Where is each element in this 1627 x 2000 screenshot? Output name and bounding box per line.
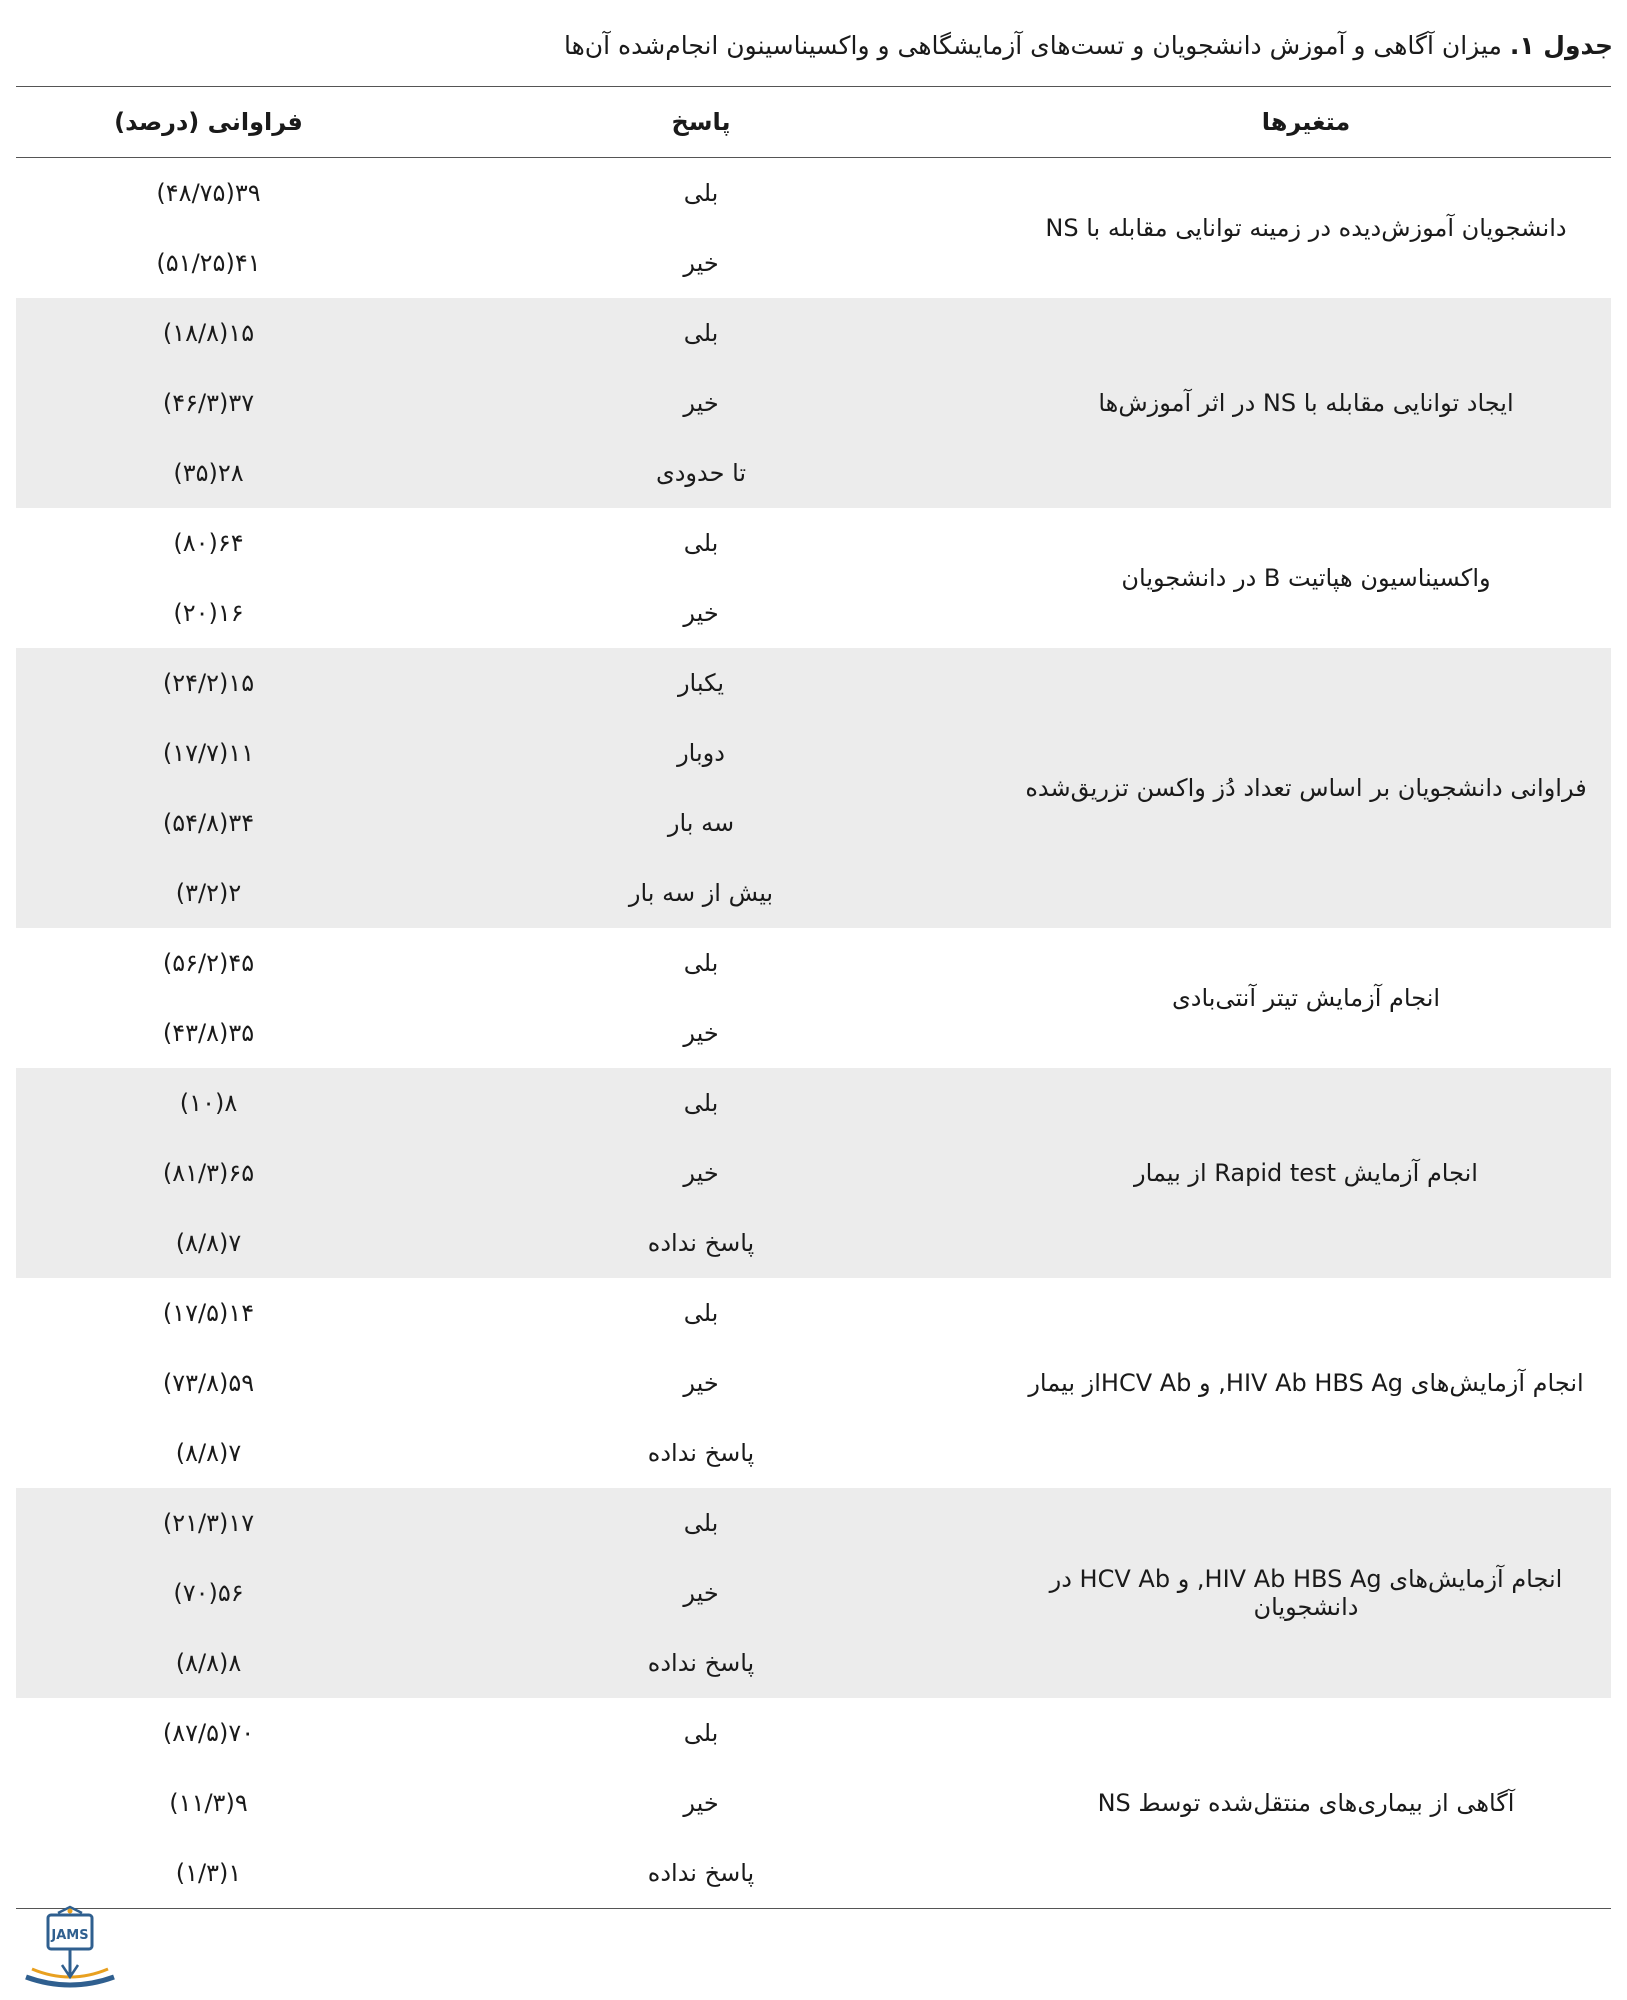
journal-logo [18,1905,168,1995]
response-cell: خیر [683,1019,719,1047]
variable-cell: انجام آزمایش Rapid test از بیمار [1134,1159,1478,1187]
response-column [401,928,1001,1068]
response-column [401,298,1001,508]
table-row-group [16,928,1611,1068]
frequency-cell: ۲(۳/۲) [175,879,242,907]
caption-text: میزان آگاهی و آموزش دانشجویان و تست‌های آزمایشگاهی و واکسیناسینون انجام‌شده آن‌ها [564,31,1510,60]
response-cell: پاسخ نداده [647,1439,755,1467]
header-response: پاسخ [671,108,731,136]
frequency-cell: ۵۹(۷۳/۸) [162,1369,255,1397]
table-row-group [16,298,1611,508]
table-caption [14,26,1613,66]
response-cell: بلی [683,529,719,557]
frequency-cell: ۴۵(۵۶/۲) [162,949,255,977]
frequency-cell: ۷(۸/۸) [175,1229,242,1257]
frequency-cell: ۱(۱/۳) [175,1859,242,1887]
variable-cell: ایجاد توانایی مقابله با NS در اثر آموزش‌ها [1098,389,1514,417]
response-cell: بلی [683,319,719,347]
frequency-column [16,1068,401,1278]
table-row-group [16,1698,1611,1908]
data-table [16,86,1611,1909]
response-cell: بلی [683,179,719,207]
response-cell: خیر [683,1789,719,1817]
response-cell: خیر [683,1369,719,1397]
table-row-group [16,648,1611,928]
response-cell: تا حدودی [655,459,747,487]
response-cell: بلی [683,1089,719,1117]
frequency-column [16,648,401,928]
frequency-cell: ۳۷(۴۶/۳) [162,389,255,417]
response-cell: بلی [683,1719,719,1747]
frequency-cell: ۱۱(۱۷/۷) [162,739,255,767]
response-cell: دوبار [677,739,725,767]
header-frequency: فراوانی (درصد) [114,108,303,136]
response-column [401,1698,1001,1908]
caption-label: جدول ۱. [1509,31,1613,60]
response-cell: یکبار [677,669,725,697]
variable-cell: انجام آزمایش‌های HIV Ab HBS Ag, و HCV Ab در دانشجویان [1049,1565,1563,1621]
table-body [16,158,1611,1908]
response-cell: پاسخ نداده [647,1859,755,1887]
response-column [401,158,1001,298]
response-cell: خیر [683,599,719,627]
frequency-column [16,1488,401,1698]
frequency-column [16,928,401,1068]
response-column [401,1068,1001,1278]
response-column [401,1278,1001,1488]
response-cell: پاسخ نداده [647,1229,755,1257]
frequency-cell: ۱۷(۲۱/۳) [162,1509,255,1537]
response-cell: خیر [683,1579,719,1607]
frequency-cell: ۳۴(۵۴/۸) [162,809,255,837]
table-row-group [16,508,1611,648]
response-column [401,508,1001,648]
response-cell: بلی [683,1509,719,1537]
table-row-group [16,158,1611,298]
response-cell: خیر [683,249,719,277]
frequency-cell: ۸(۱۰) [179,1089,238,1117]
header-variables: متغیرها [1261,108,1351,136]
frequency-column [16,158,401,298]
response-column [401,648,1001,928]
table-row-group [16,1488,1611,1698]
variable-cell: آگاهی از بیماری‌های منتقل‌شده توسط NS [1097,1789,1515,1817]
frequency-column [16,298,401,508]
frequency-cell: ۱۴(۱۷/۵) [162,1299,255,1327]
variable-cell: واکسیناسیون هپاتیت B در دانشجویان [1121,564,1491,592]
frequency-column [16,508,401,648]
variable-cell: دانشجویان آموزش‌دیده در زمینه توانایی مقابله با NS [1045,214,1567,242]
frequency-cell: ۳۹(۴۸/۷۵) [156,179,261,207]
table-row-group [16,1278,1611,1488]
variable-cell: فراوانی دانشجویان بر اساس تعداد دُز واکسن تزریق‌شده [1025,774,1587,802]
response-cell: بیش از سه بار [628,879,774,907]
response-column [401,1488,1001,1698]
frequency-cell: ۱۵(۱۸/۸) [162,319,255,347]
frequency-cell: ۸(۸/۸) [175,1649,242,1677]
variable-cell: انجام آزمایش تیتر آنتی‌بادی [1171,984,1441,1012]
response-cell: بلی [683,949,719,977]
frequency-column [16,1698,401,1908]
frequency-cell: ۵۶(۷۰) [173,1579,244,1607]
response-cell: خیر [683,1159,719,1187]
frequency-cell: ۱۶(۲۰) [173,599,244,627]
logo-text: JAMS [51,1928,89,1943]
table-row-group [16,1068,1611,1278]
table-header [16,87,1611,158]
response-cell: پاسخ نداده [647,1649,755,1677]
frequency-cell: ۷(۸/۸) [175,1439,242,1467]
frequency-cell: ۴۱(۵۱/۲۵) [156,249,261,277]
variable-cell: انجام آزمایش‌های HIV Ab HBS Ag, و HCV Abاز بیمار [1028,1369,1584,1397]
frequency-column [16,1278,401,1488]
frequency-cell: ۹(۱۱/۳) [169,1789,248,1817]
response-cell: سه بار [667,809,735,837]
frequency-cell: ۲۸(۳۵) [173,459,244,487]
response-cell: بلی [683,1299,719,1327]
frequency-cell: ۶۵(۸۱/۳) [162,1159,255,1187]
response-cell: خیر [683,389,719,417]
frequency-cell: ۷۰(۸۷/۵) [162,1719,255,1747]
frequency-cell: ۳۵(۴۳/۸) [162,1019,255,1047]
frequency-cell: ۶۴(۸۰) [173,529,244,557]
frequency-cell: ۱۵(۲۴/۲) [162,669,255,697]
